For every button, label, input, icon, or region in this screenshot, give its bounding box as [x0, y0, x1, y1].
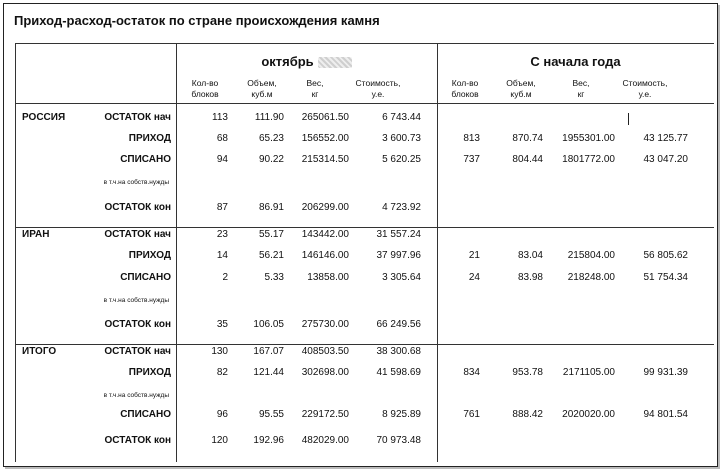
row-label: СПИСАНО: [120, 409, 171, 420]
country-label: ИТОГО: [22, 346, 57, 357]
table-cell: 68: [216, 133, 228, 144]
header-divider: [16, 103, 714, 104]
table-cell: 111.90: [254, 112, 284, 123]
country-label: ИРАН: [22, 229, 50, 240]
column-header-col-blocks: Кол-во блоков: [191, 78, 219, 99]
table-cell: 94: [216, 154, 228, 165]
row-label: ОСТАТОК нач: [104, 229, 171, 240]
table-cell: 87: [216, 202, 228, 213]
row-note: в т.ч.на собств.нужды: [103, 179, 169, 186]
row-label: ПРИХОД: [128, 367, 171, 378]
table-cell: 83.04: [517, 250, 543, 261]
row-label: ОСТАТОК кон: [104, 202, 171, 213]
column-header-col-weight: Вес, кг: [306, 78, 324, 99]
table-cell: 143442.00: [301, 229, 349, 240]
table-cell: 888.42: [512, 409, 543, 420]
table-cell: 130: [211, 346, 228, 357]
table-cell: 83.98: [517, 272, 543, 283]
table-cell: 156552.00: [301, 133, 349, 144]
column-header-col-volume: Объем, куб.м: [247, 78, 277, 99]
row-label: СПИСАНО: [120, 154, 171, 165]
table-cell: 13858.00: [307, 272, 349, 283]
table-cell: 813: [463, 133, 480, 144]
report-table: [15, 43, 714, 462]
row-label: ПРИХОД: [128, 250, 171, 261]
blurred-year: [318, 57, 352, 68]
table-cell: 94 801.54: [643, 409, 688, 420]
row-note: в т.ч.на собств.нужды: [103, 297, 169, 304]
table-cell: 55.17: [258, 229, 284, 240]
group-header-month: [176, 54, 437, 69]
table-cell: 206299.00: [301, 202, 349, 213]
row-label: ОСТАТОК нач: [104, 346, 171, 357]
row-note: в т.ч.на собств.нужды: [103, 392, 169, 399]
table-cell: 953.78: [512, 367, 543, 378]
table-cell: 31 557.24: [376, 229, 421, 240]
table-cell: 6 743.44: [382, 112, 421, 123]
table-cell: 3 305.64: [382, 272, 421, 283]
table-cell: 121.44: [253, 367, 284, 378]
row-label: ОСТАТОК нач: [104, 112, 171, 123]
column-header-col-ytd-cost: Стоимость, у.е.: [622, 78, 668, 99]
column-header-col-ytd-weight: Вес, кг: [572, 78, 590, 99]
table-cell: 229172.50: [301, 409, 349, 420]
text-cursor: [628, 113, 629, 125]
row-label: ОСТАТОК кон: [104, 435, 171, 446]
table-cell: 146146.00: [301, 250, 349, 261]
table-cell: 96: [216, 409, 228, 420]
table-cell: 106.05: [253, 319, 284, 330]
column-header-col-ytd-blocks: Кол-во блоков: [451, 78, 479, 99]
table-cell: 56 805.62: [643, 250, 688, 261]
section-divider: [16, 227, 714, 228]
table-cell: 21: [468, 250, 480, 261]
table-cell: 1801772.00: [562, 154, 615, 165]
report-title: Приход-расход-остаток по стране происхождения камня: [14, 13, 380, 28]
table-cell: 1955301.00: [562, 133, 615, 144]
table-cell: 215314.50: [301, 154, 349, 165]
report-window: [3, 3, 718, 467]
table-cell: 95.55: [258, 409, 284, 420]
column-header-col-ytd-volume: Объем, куб.м: [506, 78, 536, 99]
table-cell: 38 300.68: [376, 346, 421, 357]
table-cell: 99 931.39: [643, 367, 688, 378]
table-cell: 24: [468, 272, 480, 283]
table-cell: 5 620.25: [382, 154, 421, 165]
table-cell: 834: [463, 367, 480, 378]
table-cell: 302698.00: [301, 367, 349, 378]
table-cell: 5.33: [264, 272, 284, 283]
table-cell: 3 600.73: [382, 133, 421, 144]
table-cell: 65.23: [258, 133, 284, 144]
table-cell: 56.21: [258, 250, 284, 261]
table-cell: 90.22: [258, 154, 284, 165]
table-cell: 4 723.92: [382, 202, 421, 213]
table-cell: 870.74: [512, 133, 543, 144]
table-cell: 23: [216, 229, 228, 240]
table-cell: 8 925.89: [382, 409, 421, 420]
table-cell: 215804.00: [567, 250, 615, 261]
table-cell: 113: [212, 112, 228, 123]
table-cell: 218248.00: [567, 272, 615, 283]
column-header-col-cost: Стоимость, у.е.: [355, 78, 401, 99]
table-cell: 66 249.56: [376, 319, 421, 330]
table-cell: 43 047.20: [643, 154, 688, 165]
group-header-ytd: С начала года: [530, 54, 621, 69]
table-cell: 35: [216, 319, 228, 330]
table-cell: 2171105.00: [562, 367, 615, 378]
table-cell: 41 598.69: [376, 367, 421, 378]
table-cell: 275730.00: [301, 319, 349, 330]
table-cell: 2020020.00: [562, 409, 615, 420]
table-cell: 761: [463, 409, 480, 420]
table-cell: 737: [463, 154, 480, 165]
table-cell: 2: [222, 272, 228, 283]
row-label: СПИСАНО: [120, 272, 171, 283]
table-cell: 804.44: [512, 154, 543, 165]
section-divider: [16, 344, 714, 345]
table-cell: 265061.50: [301, 112, 349, 123]
table-cell: 86.91: [258, 202, 284, 213]
table-cell: 51 754.34: [643, 272, 688, 283]
table-cell: 408503.50: [301, 346, 349, 357]
table-cell: 70 973.48: [376, 435, 421, 446]
table-cell: 167.07: [253, 346, 284, 357]
group-month-label: октябрь: [261, 54, 314, 69]
table-cell: 120: [211, 435, 228, 446]
table-cell: 192.96: [253, 435, 284, 446]
row-label: ОСТАТОК кон: [104, 319, 171, 330]
table-cell: 482029.00: [301, 435, 349, 446]
table-cell: 37 997.96: [376, 250, 421, 261]
table-cell: 14: [216, 250, 228, 261]
table-cell: 82: [216, 367, 228, 378]
row-label: ПРИХОД: [128, 133, 171, 144]
country-label: РОССИЯ: [22, 112, 66, 123]
table-cell: 43 125.77: [643, 133, 688, 144]
